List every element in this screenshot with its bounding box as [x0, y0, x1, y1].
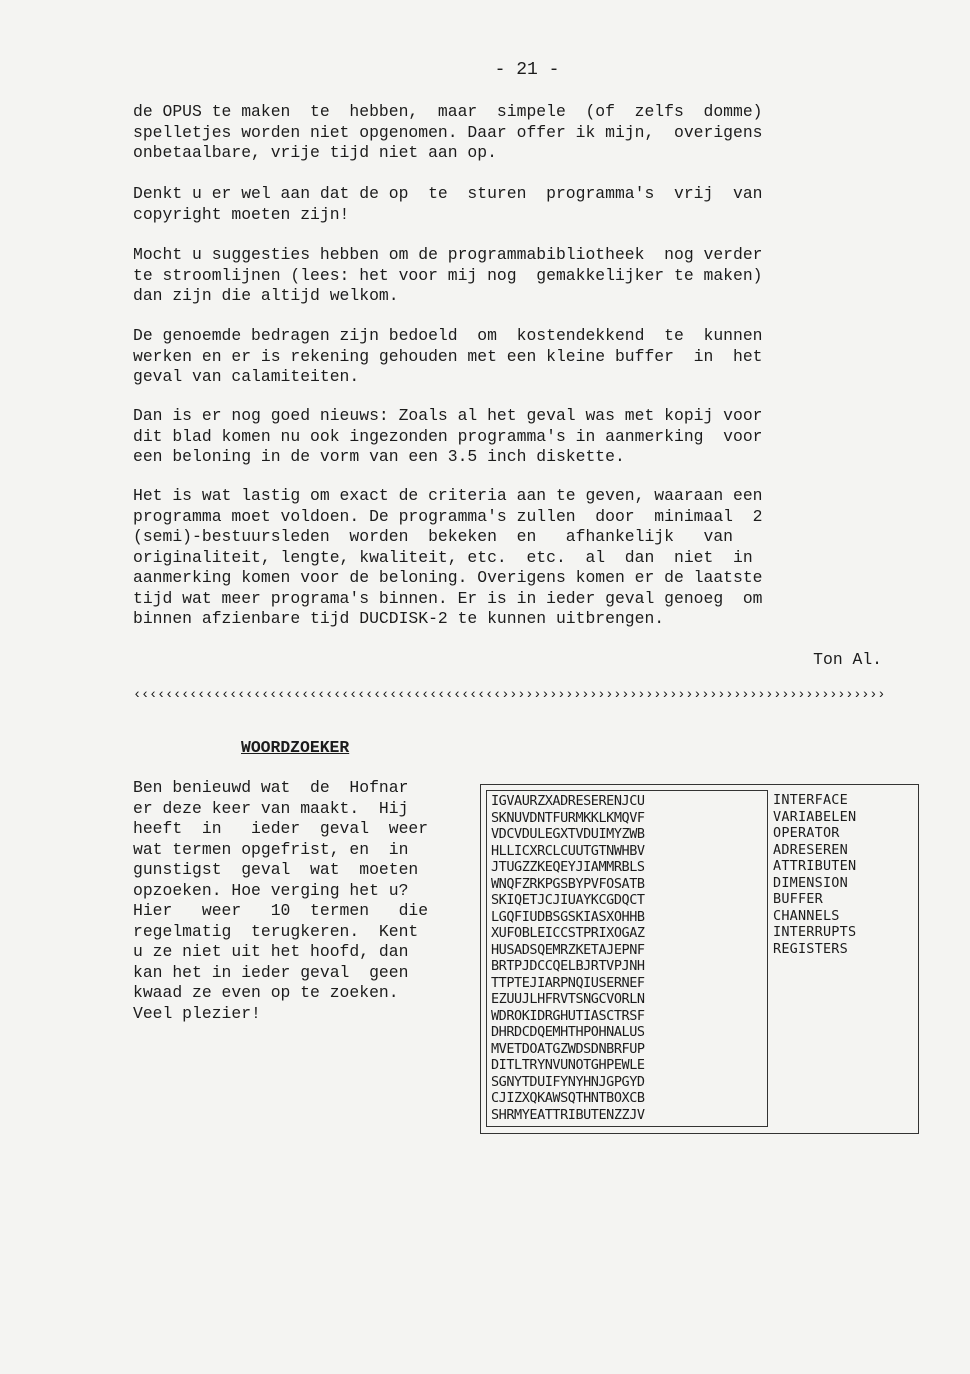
word-list-item: REGISTERS	[773, 940, 848, 957]
grid-row: XUFOBLEICCSTPRIXOGAZ	[491, 925, 645, 941]
grid-row: SKNUVDNTFURMKKLKMQVF	[491, 809, 645, 826]
grid-row: IGVAURZXADRESERENJCU	[491, 793, 645, 809]
signature: Ton Al.	[813, 650, 882, 669]
page-number: - 21 -	[494, 60, 560, 80]
paragraph-suggestions: Mocht u suggesties hebben om de programmabibliotheek nog verder te stroomlijnen (lees: het voor mij nog gemakkelijker te maken) dan zijn die altijd welkom.	[133, 245, 763, 305]
grid-row: CJIZXQKAWSQTHNTBOXCB	[491, 1090, 645, 1106]
grid-row: JTUGZZKEQEYJIAMMRBLS	[491, 859, 645, 875]
paragraph-good-news: Dan is er nog goed nieuws: Zoals al het geval was met kopij voor dit blad komen nu ook ingezonden programma's in aanmerking voor een beloning in de vorm van een 3.5 inch diskette.	[133, 406, 763, 466]
paragraph-copyright: Denkt u er wel aan dat de op te sturen programma's vrij van copyright moeten zijn!	[133, 184, 763, 224]
grid-row: TTPTEJIARPNQIUSERNEF	[491, 974, 645, 991]
grid-row: EZUUJLHFRVTSNGCVORLN	[491, 991, 645, 1007]
paragraph-opus: de OPUS te maken te hebben, maar simpele (of zelfs domme) spelletjes worden niet opgenomen. Daar offer ik mijn, overigens onbetaalbare, vrije tijd niet aan op.	[133, 102, 763, 162]
grid-row: WNQFZRKPGSBYPVFOSATB	[491, 875, 645, 892]
grid-row: WDROKIDRGHUTIASCTRSF	[491, 1007, 645, 1024]
word-list-item: OPERATOR	[773, 825, 840, 841]
word-list-item: ADRESEREN	[773, 841, 848, 858]
grid-row: DITLTRYNVUNOTGHPEWLE	[491, 1057, 645, 1073]
word-search-puzzle	[480, 784, 919, 1134]
section-heading: WOORDZOEKER	[241, 738, 350, 757]
word-list-item: CHANNELS	[773, 907, 840, 924]
grid-row: MVETDOATGZWDSDNBRFUP	[491, 1040, 645, 1057]
grid-row: DHRDCDQEMHTHPOHNALUS	[491, 1024, 645, 1040]
grid-row: HUSADSQEMRZKETAJEPNF	[491, 941, 645, 958]
letter-grid	[486, 790, 768, 1127]
grid-row: LGQFIUDBSGSKIASXOHHB	[491, 908, 645, 925]
divider-line: ‹‹‹‹‹‹‹‹‹‹‹‹‹‹‹‹‹‹‹‹‹‹‹‹‹‹‹‹‹‹‹‹‹‹‹‹‹‹‹‹‹‹‹‹‹‹››››››››››››››››››››››››››››››››››››››››››››››››	[133, 687, 886, 703]
word-list-item: BUFFER	[773, 891, 823, 907]
paragraph-criteria: Het is wat lastig om exact de criteria aan te geven, waaraan een programma moet voldoen. De programma's zullen door minimaal 2 (semi)-bestuursleden worden bekeken en afhankelijk van originaliteit, lengte, kwaliteit, etc. etc. al dan niet in aanmerking komen voor de beloning. Overigens komen er de laatste tijd wat meer programa's binnen. Er is in ieder geval genoeg om binnen afzienbare tijd DUCDISK-2 te kunnen uitbrengen.	[133, 486, 763, 628]
word-list-item: ATTRIBUTEN	[773, 858, 857, 874]
word-list-item: INTERRUPTS	[773, 924, 857, 940]
word-list-item: VARIABELEN	[773, 808, 857, 825]
grid-row: SGNYTDUIFYNYHNJGPGYD	[491, 1073, 645, 1090]
grid-row: SHRMYEATTRIBUTENZZJV	[491, 1106, 645, 1123]
grid-row: VDCVDULEGXTVDUIMYZWB	[491, 826, 645, 842]
word-list-item: INTERFACE	[773, 792, 848, 808]
paragraph-costs: De genoemde bedragen zijn bedoeld om kostendekkend te kunnen werken en er is rekening gehouden met een kleine buffer in het geval van calamiteiten.	[133, 326, 763, 386]
word-list-item: DIMENSION	[773, 874, 848, 891]
grid-row: SKIQETJCJIUAYKCGDQCT	[491, 892, 645, 908]
grid-row: HLLICXRCLCUUTGTNWHBV	[491, 842, 645, 859]
woordzoeker-intro: Ben benieuwd wat de Hofnar er deze keer van maakt. Hij heeft in ieder geval weer wat termen opgefrist, en in gunstigst geval wat moeten opzoeken. Hoe verging het u? Hier weer 10 termen die regelmatig terugkeren. Kent u ze niet uit het hoofd, dan kan het in ieder geval geen kwaad ze even op te zoeken. Veel plezier!	[133, 778, 429, 1023]
grid-row: BRTPJDCCQELBJRTVPJNH	[491, 958, 645, 974]
